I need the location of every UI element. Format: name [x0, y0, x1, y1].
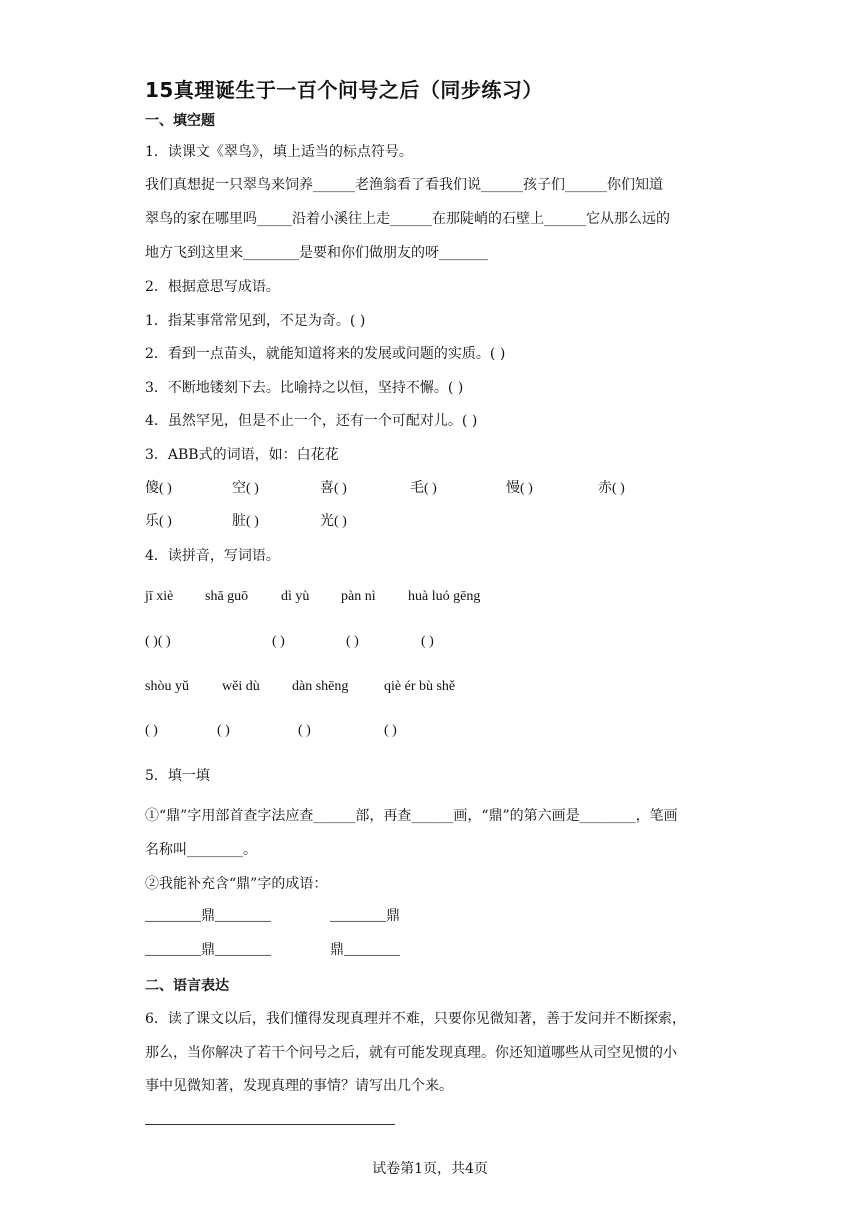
q3-prompt: 3．ABB式的词语，如：白花花 — [145, 447, 339, 463]
q6-line-3: 事中见微知著，发现真理的事情？请写出几个来。 — [145, 1078, 453, 1094]
q5-idiom-blank: ________鼎 — [330, 909, 400, 924]
q4-pinyin: wěi dù — [222, 679, 260, 694]
q4-blank: ( ) — [272, 634, 285, 649]
q4-pinyin: shā guō — [205, 589, 249, 604]
q4-prompt: 4．读拼音，写词语。 — [145, 548, 280, 564]
q2-item-2: 2．看到一点苗头，就能知道将来的发展或问题的实质。( ) — [145, 346, 506, 362]
q3-abb-blank: 毛( ) — [410, 481, 437, 496]
q3-abb-blank: 空( ) — [232, 481, 259, 496]
q5-idiom-blank: 鼎________ — [330, 943, 400, 958]
q3-abb-blank: 赤( ) — [598, 481, 625, 496]
q1-passage-line-1: 我们真想捉一只翠鸟来饲养______老渔翁看了看我们说______孩子们______你们知道 — [145, 177, 663, 193]
q4-pinyin: shòu yǔ — [145, 679, 189, 694]
section-fill-in-heading: 一、填空题 — [145, 113, 215, 129]
q6-line-1: 6．读了课文以后，我们懂得发现真理并不难，只要你见微知著，善于发问并不断探索， — [145, 1011, 686, 1027]
q1-prompt: 1．读课文《翠鸟》，填上适当的标点符号。 — [145, 144, 413, 160]
q5-line-2: 名称叫________。 — [145, 842, 257, 858]
q4-pinyin: huà luó gēng — [408, 589, 481, 604]
q4-pinyin: jī xiè — [145, 589, 174, 604]
q5-idiom-blank: ________鼎________ — [145, 909, 271, 924]
q4-blank: ( )( ) — [145, 634, 171, 649]
q4-pinyin: pàn nì — [341, 589, 376, 604]
q1-passage-line-3: 地方飞到这里来________是要和你们做朋友的呀_______ — [145, 245, 488, 261]
q5-line-1: ①“鼎”字用部首查字法应查______部，再查______画，“鼎”的第六画是________，笔画 — [145, 808, 678, 824]
page-footer: 试卷第1页，共4页 — [372, 1161, 488, 1177]
q4-blank: ( ) — [217, 723, 230, 738]
q4-pinyin: dì yù — [281, 589, 310, 604]
q2-item-3: 3．不断地镂刻下去。比喻持之以恒，坚持不懈。( ) — [145, 380, 464, 396]
q3-abb-blank: 乐( ) — [145, 514, 172, 529]
q4-blank: ( ) — [384, 723, 397, 738]
q4-blank: ( ) — [145, 723, 158, 738]
answer-line — [145, 1124, 395, 1125]
q6-line-2: 那么，当你解决了若干个问号之后，就有可能发现真理。你还知道哪些从司空见惯的小 — [145, 1045, 677, 1061]
q4-blank: ( ) — [298, 723, 311, 738]
q3-abb-blank: 慢( ) — [506, 481, 533, 496]
q2-prompt: 2．根据意思写成语。 — [145, 279, 280, 295]
q5-idiom-blank: ________鼎________ — [145, 943, 271, 958]
q3-abb-blank: 傻( ) — [145, 481, 172, 496]
section-language-heading: 二、语言表达 — [145, 978, 229, 994]
q4-pinyin: dàn shēng — [292, 679, 349, 694]
q2-item-4: 4．虽然罕见，但是不止一个，还有一个可配对儿。( ) — [145, 413, 478, 429]
q3-abb-blank: 喜( ) — [320, 481, 347, 496]
q3-abb-blank: 光( ) — [320, 514, 347, 529]
q4-pinyin: qiè ér bù shě — [384, 679, 456, 694]
page-title: 15真理诞生于一百个问号之后（同步练习） — [145, 78, 543, 102]
q3-abb-blank: 脏( ) — [232, 514, 259, 529]
q2-item-1: 1．指某事常常见到，不足为奇。( ) — [145, 313, 366, 329]
q5-prompt: 5．填一填 — [145, 768, 210, 784]
q5-line-3: ②我能补充含“鼎”字的成语： — [145, 876, 328, 892]
q1-passage-line-2: 翠鸟的家在哪里吗_____沿着小溪往上走______在那陡峭的石壁上______它从那么远的 — [145, 211, 670, 227]
q4-blank: ( ) — [421, 634, 434, 649]
q4-blank: ( ) — [346, 634, 359, 649]
